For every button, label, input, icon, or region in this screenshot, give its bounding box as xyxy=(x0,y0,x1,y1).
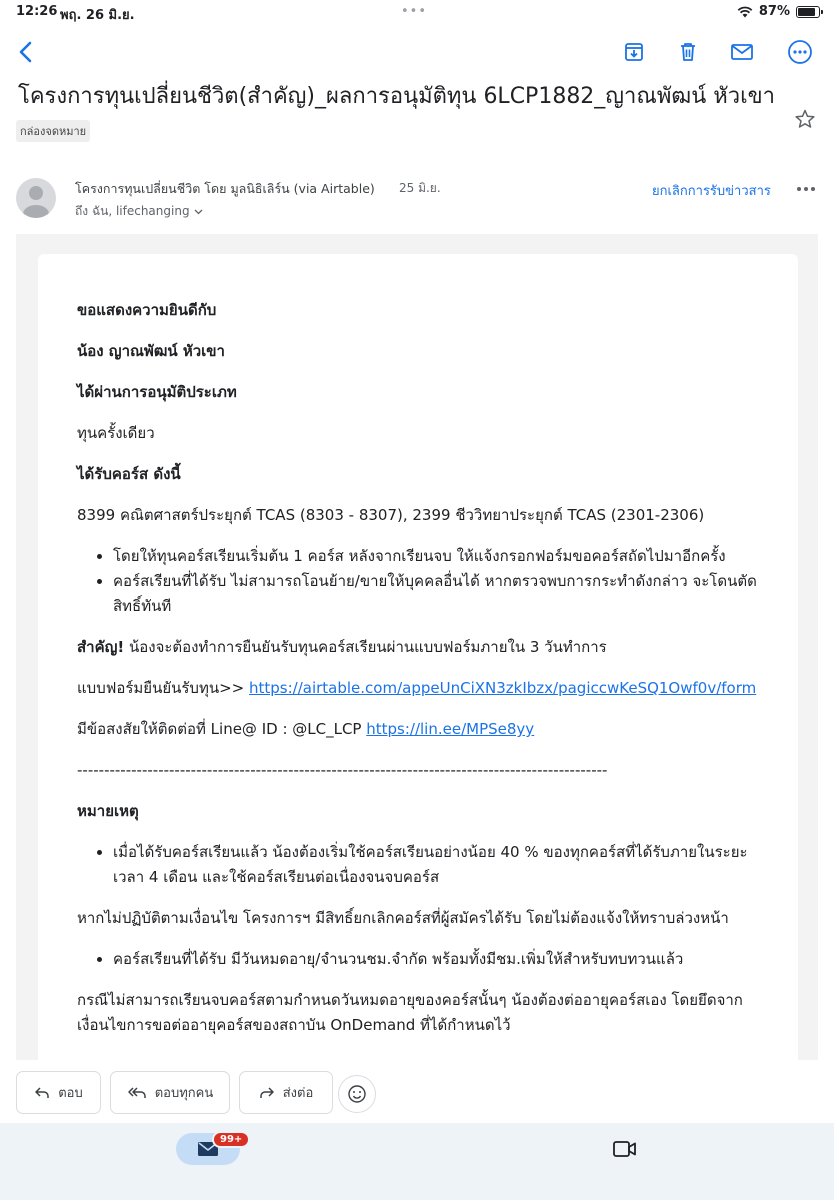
person-icon xyxy=(16,178,56,218)
expiry-list xyxy=(77,947,767,972)
list-item: • โดยให้ทุนคอร์สเรียนเริ่มต้น 1 คอร์ส หลังจากเรียนจบ ให้แจ้งกรอกฟอร์มขอคอร์สถัดไปมาอีกครั้ง xyxy=(113,544,767,569)
list-item: • คอร์สเรียนที่ได้รับ ไม่สามารถโอนย้าย/ขายให้บุคคลอื่นได้ หากตรวจพบการกระทำดังกล่าว จะโดนตัดสิทธิ์ทันที xyxy=(113,569,767,619)
trash-icon xyxy=(677,41,699,63)
mark-unread-button[interactable] xyxy=(726,36,758,68)
recipients-toggle[interactable] xyxy=(75,202,203,221)
more-icon xyxy=(787,39,813,65)
congrats-heading: ขอแสดงความยินดีกับ xyxy=(77,301,217,319)
student-name: น้อง ญาณพัฒน์ หัวเขา xyxy=(77,342,225,360)
mark-unread-icon xyxy=(730,41,754,63)
status-bar xyxy=(0,0,834,26)
form-link[interactable]: https://airtable.com/appeUnCiXN3zkIbzx/pagiccwKeSQ1Owf0v/form xyxy=(249,679,757,697)
approved-type-label: ได้ผ่านการอนุมัติประเภท xyxy=(77,383,237,401)
note-label: หมายเหตุ xyxy=(77,802,139,820)
reply-all-icon xyxy=(127,1086,147,1100)
battery-icon xyxy=(796,6,820,18)
condition-text: หากไม่ปฏิบัติตามเงื่อนไข โครงการฯ มีสิทธิ์ยกเลิกคอร์สที่ผู้สมัครได้รับ โดยไม่ต้องแจ้งให้ทราบล่วงหน้า xyxy=(77,909,729,927)
delete-button[interactable] xyxy=(672,36,704,68)
reply-button[interactable] xyxy=(16,1071,101,1114)
sender-more-button[interactable] xyxy=(794,180,818,198)
courses-label: ได้รับคอร์ส ดังนี้ xyxy=(77,465,181,483)
back-button[interactable] xyxy=(10,36,42,68)
list-item: • เมื่อได้รับคอร์สเรียนแล้ว น้องต้องเริ่มใช้คอร์สเรียนอย่างน้อย 40 % ของทุกคอร์สที่ได้รับภายในระยะเวลา 4 เดือน และใช้คอร์สเรียนต่อเนื่องจนจบคอร์ส xyxy=(113,840,767,890)
sender-avatar[interactable] xyxy=(16,178,56,218)
smiley-icon xyxy=(347,1084,367,1104)
important-notice xyxy=(77,635,767,660)
expiry-note: กรณีไม่สามารถเรียนจบคอร์สตามกำหนดวันหมดอายุของคอร์สนั้นๆ น้องต้องต่ออายุคอร์สเอง โดยยึดจากเงื่อนไขการขอต่ออายุคอร์สของสถาบัน OnDemand ที่ได้กำหนดไว้ xyxy=(77,991,743,1034)
course-conditions-list xyxy=(77,544,767,619)
line-link[interactable]: https://lin.ee/MPSe8yy xyxy=(366,720,535,738)
battery-percent: 87% xyxy=(758,4,790,19)
reply-all-label: ตอบทุกคน xyxy=(154,1086,214,1101)
unsubscribe-link[interactable]: ยกเลิกการรับข่าวสาร xyxy=(652,184,771,199)
recipients-text: ถึง ฉัน, lifechanging xyxy=(75,204,190,218)
archive-icon xyxy=(623,41,645,63)
multitask-dots[interactable]: ••• xyxy=(401,4,428,19)
email-body-container xyxy=(16,234,818,1060)
wifi-icon xyxy=(737,6,753,18)
chevron-down-icon xyxy=(194,209,203,215)
emoji-reaction-button[interactable] xyxy=(338,1075,376,1113)
list-item: • คอร์สเรียนที่ได้รับ มีวันหมดอายุ/จำนวนชม.จำกัด พร้อมทั้งมีชม.เพิ่มให้สำหรับทบทวนแล้ว xyxy=(113,947,767,972)
reply-actions xyxy=(16,1071,333,1114)
email-toolbar xyxy=(0,30,834,72)
sender-name[interactable]: โครงการทุนเปลี่ยนชีวิต โดย มูลนิธิเลิร์น (via Airtable) xyxy=(75,181,375,196)
bottom-nav xyxy=(0,1123,834,1200)
more-horizontal-icon xyxy=(794,180,818,198)
reply-label: ตอบ xyxy=(58,1086,83,1101)
divider: -------------------------------------------------------------------------------------------------- xyxy=(77,761,608,779)
reply-icon xyxy=(34,1086,50,1100)
form-label: แบบฟอร์มยืนยันรับทุน>> xyxy=(77,679,249,697)
nav-meet[interactable] xyxy=(612,1139,638,1159)
back-icon xyxy=(16,40,36,64)
status-right xyxy=(737,4,820,19)
approved-type: ทุนครั้งเดียว xyxy=(77,424,155,442)
forward-button[interactable] xyxy=(239,1071,333,1114)
email-body-card xyxy=(38,254,798,1060)
important-text: น้องจะต้องทำการยืนยันรับทุนคอร์สเรียนผ่านแบบฟอร์มภายใน 3 วันทำการ xyxy=(124,638,607,656)
status-date: พฤ. 26 มิ.ย. xyxy=(60,8,135,23)
archive-button[interactable] xyxy=(618,36,650,68)
reply-all-button[interactable] xyxy=(110,1071,230,1114)
email-subject: โครงการทุนเปลี่ยนชีวิต(สำคัญ)_ผลการอนุมัติทุน 6LCP1882_ญาณพัฒน์ หัวเขา xyxy=(18,84,775,109)
courses-list: 8399 คณิตศาสตร์ประยุกต์ TCAS (8303 - 8307), 2399 ชีววิทยาประยุกต์ TCAS (2301-2306) xyxy=(77,506,705,524)
form-line xyxy=(77,676,767,701)
more-options-button[interactable] xyxy=(784,36,816,68)
star-button[interactable] xyxy=(792,106,818,132)
email-body xyxy=(77,298,767,1054)
forward-label: ส่งต่อ xyxy=(282,1086,314,1101)
star-icon xyxy=(794,108,816,130)
usage-conditions-list xyxy=(77,840,767,890)
inbox-label[interactable]: กล่องจดหมาย xyxy=(16,120,90,142)
important-label: สำคัญ! xyxy=(77,638,125,656)
contact-line xyxy=(77,717,767,742)
status-time: 12:26 xyxy=(16,4,58,19)
unread-count-badge: 99+ xyxy=(212,1131,250,1148)
sent-date: 25 มิ.ย. xyxy=(399,181,441,195)
battery-level xyxy=(798,8,815,16)
forward-icon xyxy=(259,1086,275,1100)
contact-label: มีข้อสงสัยให้ติดต่อที่ Line@ ID : @LC_LCP xyxy=(77,720,367,738)
video-camera-icon xyxy=(612,1139,638,1159)
